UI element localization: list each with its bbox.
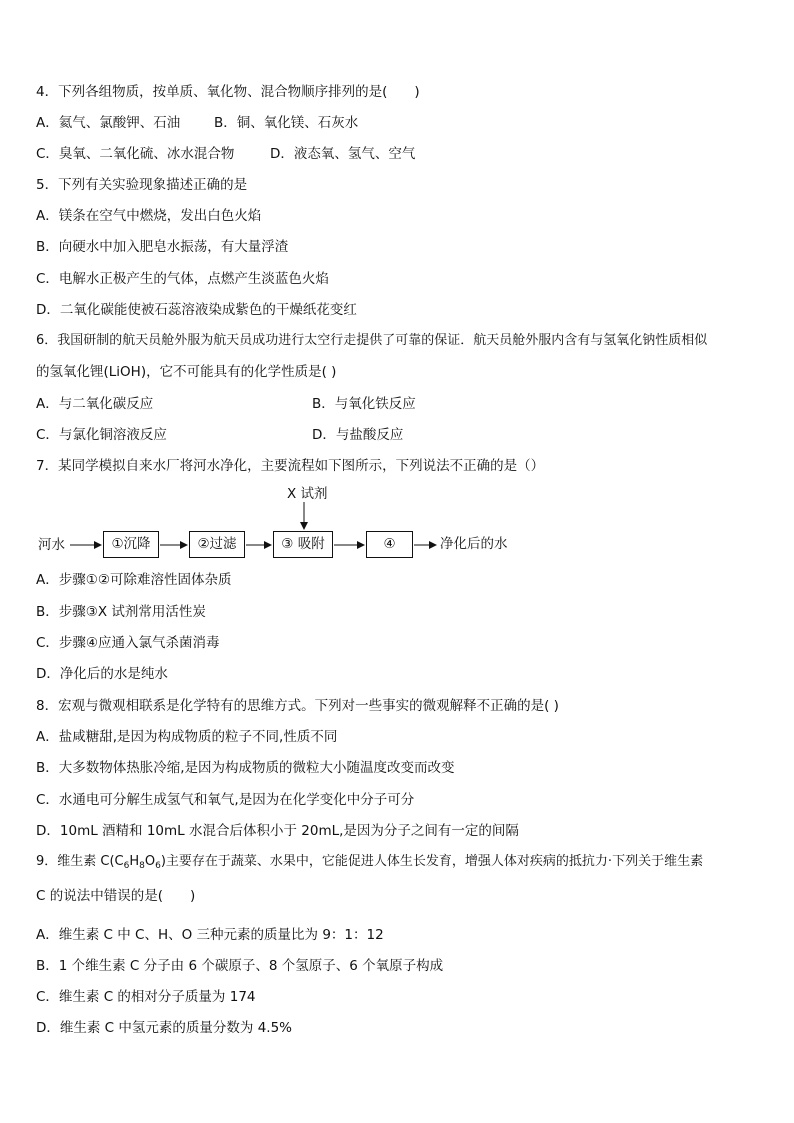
flow-result-label: 净化后的水 — [440, 536, 508, 552]
q7-option-a: A．步骤①②可除难溶性固体杂质 — [36, 572, 232, 588]
question-6-options-row1 — [36, 395, 416, 413]
question-4-stem: 4．下列各组物质，按单质、氧化物、混合物顺序排列的是( ) — [36, 84, 420, 100]
question-4-options-row2 — [36, 145, 415, 163]
q4-option-b: B．铜、氧化镁、石灰水 — [214, 115, 359, 131]
q7-option-c: C．步骤④应通入氯气杀菌消毒 — [36, 635, 220, 651]
flow-step2-box: ②过滤 — [189, 531, 245, 558]
q5-option-a: A．镁条在空气中燃烧，发出白色火焰 — [36, 208, 262, 224]
question-6-stem-line1: 6．我国研制的航天员舱外服为航天员成功进行太空行走提供了可靠的保证．航天员舱外服内含有与氢氧化钠性质相似 — [36, 333, 708, 348]
question-5-stem: 5．下列有关实验现象描述正确的是 — [36, 177, 248, 193]
q7-option-d: D．净化后的水是纯水 — [36, 666, 168, 682]
q4-option-d: D．液态氧、氢气、空气 — [270, 146, 416, 162]
q8-option-c: C．水通电可分解生成氢气和氧气,是因为在化学变化中分子可分 — [36, 792, 415, 808]
q7-option-b: B．步骤③X 试剂常用活性炭 — [36, 604, 206, 620]
flow-step3-box: ③ 吸附 — [273, 531, 333, 558]
flow-step4-box: ④ — [366, 531, 413, 558]
q5-option-b: B．向硬水中加入肥皂水振荡，有大量浮渣 — [36, 239, 289, 255]
question-9-stem-line1: 9．维生素 $C(C_6H_8O_6)$主要存在于蔬菜、水果中，它能促进人体生长发育，增强人体对疾病的抵抗力·下列关于维生素 — [36, 854, 704, 871]
flow-reagent-label: X 试剂 — [287, 486, 328, 502]
question-9-stem-line2: C 的说法中错误的是( ) — [36, 888, 196, 904]
q6-option-a: A．与二氧化碳反应 — [36, 396, 154, 412]
question-6-options-row2 — [36, 426, 403, 444]
q8-option-d: D．10mL 酒精和 10mL 水混合后体积小于 20mL,是因为分子之间有一定的间隔 — [36, 823, 519, 839]
q4-option-a: A．氦气、氯酸钾、石油 — [36, 115, 181, 131]
q6-option-d: D．与盐酸反应 — [312, 427, 404, 443]
q8-option-a: A．盐咸糖甜,是因为构成物质的粒子不同,性质不同 — [36, 729, 338, 745]
question-4-options-row1 — [36, 114, 358, 132]
question-7-stem: 7．某同学模拟自来水厂将河水净化，主要流程如下图所示，下列说法不正确的是（） — [36, 458, 545, 474]
q8-option-b: B．大多数物体热胀冷缩,是因为构成物质的微粒大小随温度改变而改变 — [36, 760, 455, 776]
flow-arrows — [0, 482, 794, 572]
flow-source-label: 河水 — [38, 537, 65, 553]
q5-option-d: D．二氧化碳能使被石蕊溶液染成紫色的干燥纸花变红 — [36, 302, 357, 318]
question-8-stem: 8．宏观与微观相联系是化学特有的思维方式。下列对一些事实的微观解释不正确的是( ) — [36, 698, 559, 714]
q9-option-b: B．1 个维生素 C 分子由 6 个碳原子、8 个氢原子、6 个氧原子构成 — [36, 958, 444, 974]
q6-option-c: C．与氯化铜溶液反应 — [36, 427, 167, 443]
q9-option-c: C．维生素 C 的相对分子质量为 174 — [36, 989, 256, 1005]
question-6-stem-line2: 的氢氧化锂(LiOH)，它不可能具有的化学性质是( ) — [36, 364, 337, 380]
q9-option-d: D．维生素 C 中氢元素的质量分数为 4.5% — [36, 1020, 292, 1036]
q5-option-c: C．电解水正极产生的气体，点燃产生淡蓝色火焰 — [36, 271, 329, 287]
q9-option-a: A．维生素 C 中 C、H、O 三种元素的质量比为 9：1：12 — [36, 927, 384, 943]
q4-option-c: C．臭氧、二氧化硫、冰水混合物 — [36, 146, 235, 162]
flow-step1-box: ①沉降 — [103, 531, 159, 558]
q6-option-b: B．与氧化铁反应 — [312, 396, 416, 412]
